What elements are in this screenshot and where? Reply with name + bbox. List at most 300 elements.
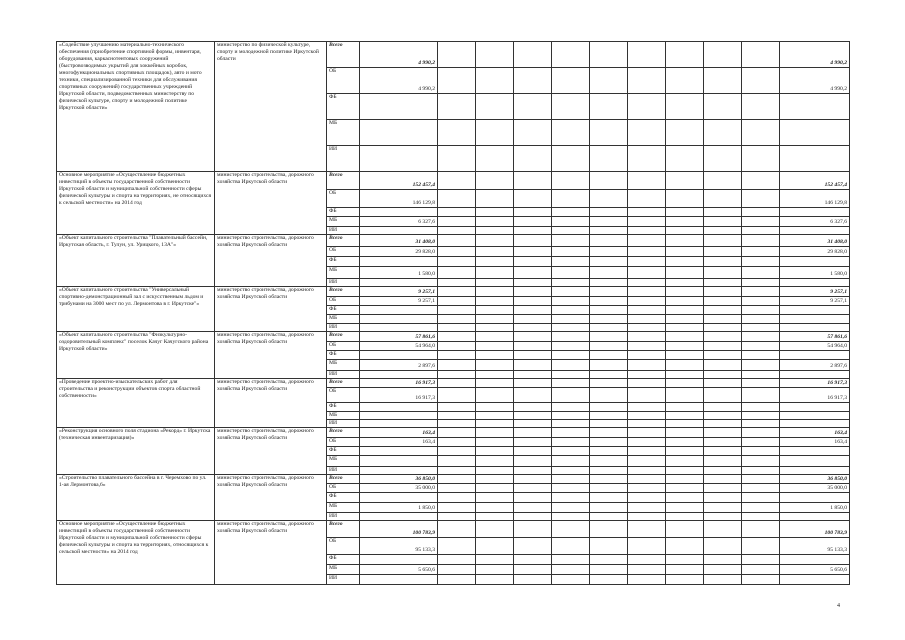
empty-cell [704,120,742,146]
funding-source-cell: Всего [327,378,360,387]
empty-cell [742,42,780,68]
empty-cell [476,278,514,286]
empty-cell [552,286,590,296]
empty-cell [590,266,628,278]
empty-cell [590,446,628,455]
empty-cell [704,217,742,227]
value-cell [360,411,438,419]
total-cell [780,402,850,411]
budget-table-body [57,42,850,585]
empty-cell [514,94,552,120]
funding-source-cell: МБ [327,217,360,227]
value-cell: 95 133,3 [360,537,438,554]
empty-cell [590,466,628,474]
value-cell: 36 850,0 [360,474,438,483]
empty-cell [438,120,476,146]
empty-cell [590,427,628,437]
empty-cell [628,483,666,492]
empty-cell [438,564,476,574]
empty-cell [476,512,514,520]
empty-cell [590,227,628,235]
empty-cell [666,94,704,120]
empty-cell [438,323,476,331]
empty-cell [552,68,590,94]
empty-cell [514,419,552,427]
empty-cell [742,483,780,492]
empty-cell [476,266,514,278]
empty-cell [438,234,476,246]
empty-cell [552,564,590,574]
total-cell [780,419,850,427]
empty-cell [666,190,704,208]
empty-cell [438,227,476,235]
empty-cell [438,246,476,256]
empty-cell [552,483,590,492]
funding-source-cell: ОБ [327,190,360,208]
value-cell: 152 457,4 [360,172,438,190]
total-cell [780,411,850,419]
empty-cell [704,502,742,512]
empty-cell [666,350,704,359]
funding-source-cell: ФБ [327,402,360,411]
empty-cell [704,256,742,266]
empty-cell [514,574,552,584]
funding-source-cell: МБ [327,314,360,323]
empty-cell [552,537,590,554]
empty-cell [514,502,552,512]
total-cell: 163,4 [780,427,850,437]
empty-cell [514,296,552,305]
funding-source-cell: МБ [327,359,360,370]
empty-cell [438,359,476,370]
value-cell: 4 990,2 [360,68,438,94]
empty-cell [590,350,628,359]
measure-name-cell: Основное мероприятие «Осуществление бюджетных инвестиций в объекты государственной собственности Иркутской области и муниципальной собственности сферы физической культуры и спорта на территориях, не относящихся к сельской местности» на 2014 год [57,172,215,235]
empty-cell [628,331,666,341]
empty-cell [742,120,780,146]
empty-cell [666,42,704,68]
value-cell: 54 964,0 [360,341,438,350]
empty-cell [552,246,590,256]
empty-cell [476,554,514,564]
funding-source-cell: ОБ [327,483,360,492]
value-cell [360,208,438,217]
funding-source-cell: ОБ [327,537,360,554]
measure-name-cell: «Реконструкция основного поля стадиона «Рекорд» г. Иркутска (техническая инвентаризация)» [57,427,215,474]
empty-cell [514,446,552,455]
empty-cell [476,296,514,305]
empty-cell [628,370,666,378]
value-cell: 5 650,6 [360,564,438,574]
empty-cell [590,341,628,350]
empty-cell [590,419,628,427]
empty-cell [742,94,780,120]
table-row [57,42,850,68]
empty-cell [742,68,780,94]
empty-cell [438,419,476,427]
value-cell [360,492,438,502]
empty-cell [628,190,666,208]
empty-cell [666,370,704,378]
empty-cell [704,483,742,492]
value-cell [360,446,438,455]
value-cell: 57 861,6 [360,331,438,341]
empty-cell [552,350,590,359]
empty-cell [666,246,704,256]
value-cell [360,554,438,564]
empty-cell [476,190,514,208]
empty-cell [438,502,476,512]
empty-cell [590,286,628,296]
funding-source-cell: ИИ [327,512,360,520]
funding-source-cell: МБ [327,266,360,278]
empty-cell [742,266,780,278]
empty-cell [590,190,628,208]
empty-cell [666,402,704,411]
empty-cell [590,574,628,584]
empty-cell [552,370,590,378]
empty-cell [438,296,476,305]
funding-source-cell: ФБ [327,554,360,564]
empty-cell [628,314,666,323]
table-row [57,427,850,437]
total-cell [780,227,850,235]
empty-cell [476,208,514,217]
value-cell: 16 917,3 [360,387,438,402]
empty-cell [552,266,590,278]
funding-source-cell: Всего [327,234,360,246]
empty-cell [438,427,476,437]
empty-cell [628,359,666,370]
empty-cell [628,512,666,520]
empty-cell [590,437,628,446]
empty-cell [552,341,590,350]
empty-cell [438,455,476,466]
empty-cell [704,266,742,278]
empty-cell [514,350,552,359]
funding-source-cell: МБ [327,455,360,466]
empty-cell [704,94,742,120]
empty-cell [438,305,476,314]
empty-cell [590,455,628,466]
value-cell: 2 897,6 [360,359,438,370]
value-cell [360,146,438,172]
empty-cell [666,455,704,466]
funding-source-cell: Всего [327,520,360,537]
executor-cell: министерство строительства, дорожного хозяйства Иркутской области [215,520,327,584]
empty-cell [476,483,514,492]
table-row [57,286,850,296]
value-cell: 9 257,1 [360,286,438,296]
empty-cell [742,331,780,341]
empty-cell [476,314,514,323]
empty-cell [704,42,742,68]
empty-cell [742,314,780,323]
empty-cell [628,437,666,446]
empty-cell [476,370,514,378]
empty-cell [704,370,742,378]
empty-cell [590,331,628,341]
executor-cell: министерство строительства, дорожного хозяйства Иркутской области [215,427,327,474]
value-cell [360,94,438,120]
empty-cell [590,234,628,246]
funding-source-cell: ФБ [327,256,360,266]
empty-cell [666,520,704,537]
funding-source-cell: ОБ [327,68,360,94]
funding-source-cell: ИИ [327,146,360,172]
executor-cell: министерство строительства, дорожного хозяйства Иркутской области [215,172,327,235]
empty-cell [590,370,628,378]
total-cell: 95 133,3 [780,537,850,554]
empty-cell [742,370,780,378]
funding-source-cell: Всего [327,427,360,437]
total-cell: 9 257,1 [780,286,850,296]
value-cell [360,455,438,466]
funding-source-cell: ОБ [327,341,360,350]
empty-cell [438,537,476,554]
empty-cell [666,234,704,246]
empty-cell [514,172,552,190]
funding-source-cell: Всего [327,172,360,190]
empty-cell [514,564,552,574]
empty-cell [590,537,628,554]
total-cell: 5 650,6 [780,564,850,574]
empty-cell [476,286,514,296]
empty-cell [666,314,704,323]
empty-cell [552,278,590,286]
empty-cell [552,512,590,520]
empty-cell [666,492,704,502]
empty-cell [552,437,590,446]
empty-cell [514,483,552,492]
table-row [57,172,850,190]
empty-cell [742,350,780,359]
empty-cell [704,537,742,554]
empty-cell [628,217,666,227]
empty-cell [666,120,704,146]
empty-cell [590,94,628,120]
measure-name-cell: «Строительство плавательного бассейна в г. Черемхово по ул. 1-ая Лермонтова,6» [57,474,215,520]
value-cell [360,323,438,331]
empty-cell [628,427,666,437]
value-cell: 146 129,8 [360,190,438,208]
empty-cell [666,437,704,446]
empty-cell [476,437,514,446]
empty-cell [476,359,514,370]
empty-cell [514,208,552,217]
empty-cell [552,387,590,402]
value-cell: 35 000,0 [360,483,438,492]
empty-cell [438,331,476,341]
empty-cell [476,234,514,246]
empty-cell [704,512,742,520]
empty-cell [552,502,590,512]
empty-cell [628,146,666,172]
empty-cell [666,554,704,564]
table-row [57,378,850,387]
table-row [57,474,850,483]
empty-cell [704,314,742,323]
empty-cell [476,466,514,474]
funding-source-cell: ОБ [327,437,360,446]
empty-cell [742,172,780,190]
empty-cell [742,305,780,314]
empty-cell [514,466,552,474]
empty-cell [514,474,552,483]
empty-cell [590,278,628,286]
empty-cell [514,278,552,286]
empty-cell [552,446,590,455]
value-cell [360,512,438,520]
total-cell [780,370,850,378]
empty-cell [590,492,628,502]
measure-name-cell: «Объект капитального строительства "Физкультурно-оздоровительный комплекс" поселок Качуг Качугского района Иркутской области» [57,331,215,378]
empty-cell [514,256,552,266]
empty-cell [438,378,476,387]
empty-cell [590,208,628,217]
total-cell: 31 408,0 [780,234,850,246]
funding-source-cell: ИИ [327,278,360,286]
executor-cell: министерство строительства, дорожного хозяйства Иркутской области [215,378,327,427]
empty-cell [666,483,704,492]
empty-cell [514,246,552,256]
funding-source-cell: Всего [327,42,360,68]
empty-cell [552,402,590,411]
empty-cell [666,411,704,419]
empty-cell [514,120,552,146]
empty-cell [628,411,666,419]
empty-cell [438,217,476,227]
empty-cell [590,359,628,370]
value-cell: 1 850,0 [360,502,438,512]
empty-cell [552,217,590,227]
empty-cell [552,554,590,564]
empty-cell [476,387,514,402]
empty-cell [628,446,666,455]
empty-cell [666,341,704,350]
value-cell [360,419,438,427]
value-cell [360,574,438,584]
empty-cell [476,455,514,466]
empty-cell [628,208,666,217]
funding-source-cell: МБ [327,120,360,146]
empty-cell [666,512,704,520]
total-cell [780,94,850,120]
value-cell: 6 327,6 [360,217,438,227]
executor-cell: министерство по физической культуре, спорту и молодежной политике Иркутской области [215,42,327,172]
total-cell: 9 257,1 [780,296,850,305]
empty-cell [590,305,628,314]
empty-cell [552,419,590,427]
empty-cell [514,234,552,246]
empty-cell [438,42,476,68]
empty-cell [666,378,704,387]
empty-cell [742,278,780,286]
empty-cell [552,520,590,537]
total-cell: 35 000,0 [780,483,850,492]
funding-source-cell: ИИ [327,574,360,584]
empty-cell [628,564,666,574]
empty-cell [438,208,476,217]
empty-cell [552,378,590,387]
empty-cell [704,554,742,564]
empty-cell [590,296,628,305]
empty-cell [438,341,476,350]
empty-cell [742,411,780,419]
empty-cell [628,574,666,584]
empty-cell [666,278,704,286]
empty-cell [666,331,704,341]
empty-cell [476,427,514,437]
total-cell [780,574,850,584]
empty-cell [742,256,780,266]
empty-cell [476,323,514,331]
total-cell: 29 828,0 [780,246,850,256]
empty-cell [590,554,628,564]
empty-cell [514,370,552,378]
funding-source-cell: ОБ [327,296,360,305]
empty-cell [704,474,742,483]
empty-cell [552,455,590,466]
empty-cell [704,278,742,286]
empty-cell [742,466,780,474]
empty-cell [590,323,628,331]
empty-cell [476,446,514,455]
total-cell [780,323,850,331]
empty-cell [514,427,552,437]
funding-source-cell: ОБ [327,387,360,402]
empty-cell [438,492,476,502]
empty-cell [742,323,780,331]
empty-cell [514,266,552,278]
empty-cell [742,359,780,370]
empty-cell [628,172,666,190]
empty-cell [552,227,590,235]
funding-source-cell: ФБ [327,208,360,217]
empty-cell [438,68,476,94]
empty-cell [438,574,476,584]
empty-cell [552,427,590,437]
total-cell: 16 917,3 [780,378,850,387]
empty-cell [628,455,666,466]
empty-cell [438,94,476,120]
empty-cell [590,564,628,574]
empty-cell [438,314,476,323]
empty-cell [476,256,514,266]
empty-cell [742,474,780,483]
empty-cell [666,574,704,584]
empty-cell [438,437,476,446]
empty-cell [628,120,666,146]
empty-cell [666,305,704,314]
empty-cell [476,217,514,227]
value-cell: 1 580,0 [360,266,438,278]
empty-cell [438,286,476,296]
empty-cell [704,350,742,359]
empty-cell [704,305,742,314]
empty-cell [666,296,704,305]
empty-cell [628,502,666,512]
empty-cell [438,256,476,266]
empty-cell [552,256,590,266]
empty-cell [742,286,780,296]
empty-cell [438,554,476,564]
empty-cell [742,402,780,411]
total-cell [780,492,850,502]
empty-cell [704,286,742,296]
total-cell: 6 327,6 [780,217,850,227]
empty-cell [742,574,780,584]
